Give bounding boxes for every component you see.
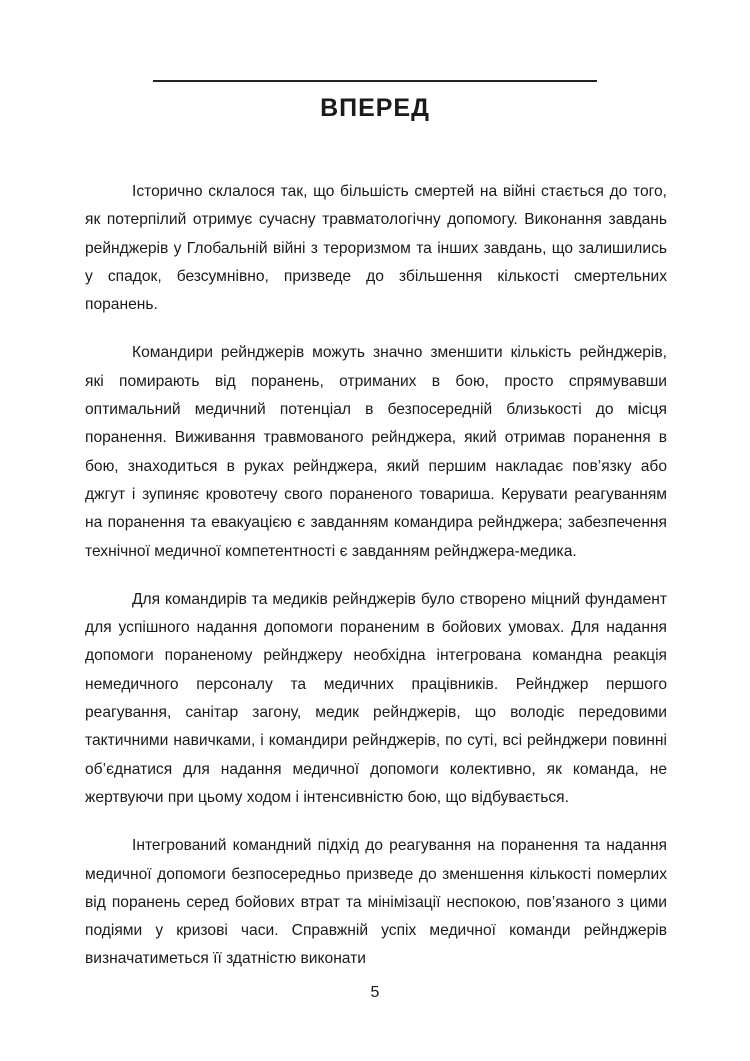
paragraph-4: Інтегрований командний підхід до реагування на поранення та надання медичної допомоги безпосередньо призведе до зменшення кількості померлих від поранень серед бойових втрат та мінімізації неспокою, пов’язаного з цими подіями у кризові часи. Справжній успіх медичної команди рейнджерів визначатиметься її здатністю виконати — [85, 837, 667, 968]
paragraph-3: Для командирів та медиків рейнджерів було створено міцний фундамент для успішного надання допомоги пораненим в бойових умовах. Для надання допомоги пораненому рейнджеру необхідна інтегрована командна реакція немедичного персоналу та медичних працівників. Рейнджер першого реагування, санітар загону, медик рейнджерів, що володіє передовими тактичними навичками, і командири рейнджерів, по суті, всі рейнджери повинні об’єднатися для надання медичної допомоги колективно, як команда, не жертвуючи при цьому ходом і інтенсивністю бою, що відбувається. — [85, 590, 667, 806]
title-rule — [153, 80, 597, 82]
body-text — [85, 178, 667, 994]
page-title: ВПЕРЕД — [320, 94, 430, 122]
page-number: 5 — [370, 984, 380, 1001]
paragraph-2: Командири рейнджерів можуть значно зменшити кількість рейнджерів, які помирають від поранень, отриманих в бою, просто спрямувавши оптимальний медичний потенціал в безпосередній близькості до місця поранення. Виживання травмованого рейнджера, який отримав поранення в бою, знаходиться в руках рейнджера, який першим накладає пов’язку або джгут і зупиняє кровотечу свого пораненого товариша. Керувати реагуванням на поранення та евакуацією є завданням командира рейнджера; забезпечення технічної медичної компетентності є завданням рейнджера-медика. — [85, 344, 667, 560]
paragraph-1: Історично склалося так, що більшість смертей на війні стається до того, як потерпілий отримує сучасну травматологічну допомогу. Виконання завдань рейнджерів у Глобальній війні з тероризмом та інших завдань, що залишились у спадок, безсумнівно, призведе до збільшення кількості смертельних поранень. — [85, 183, 667, 314]
